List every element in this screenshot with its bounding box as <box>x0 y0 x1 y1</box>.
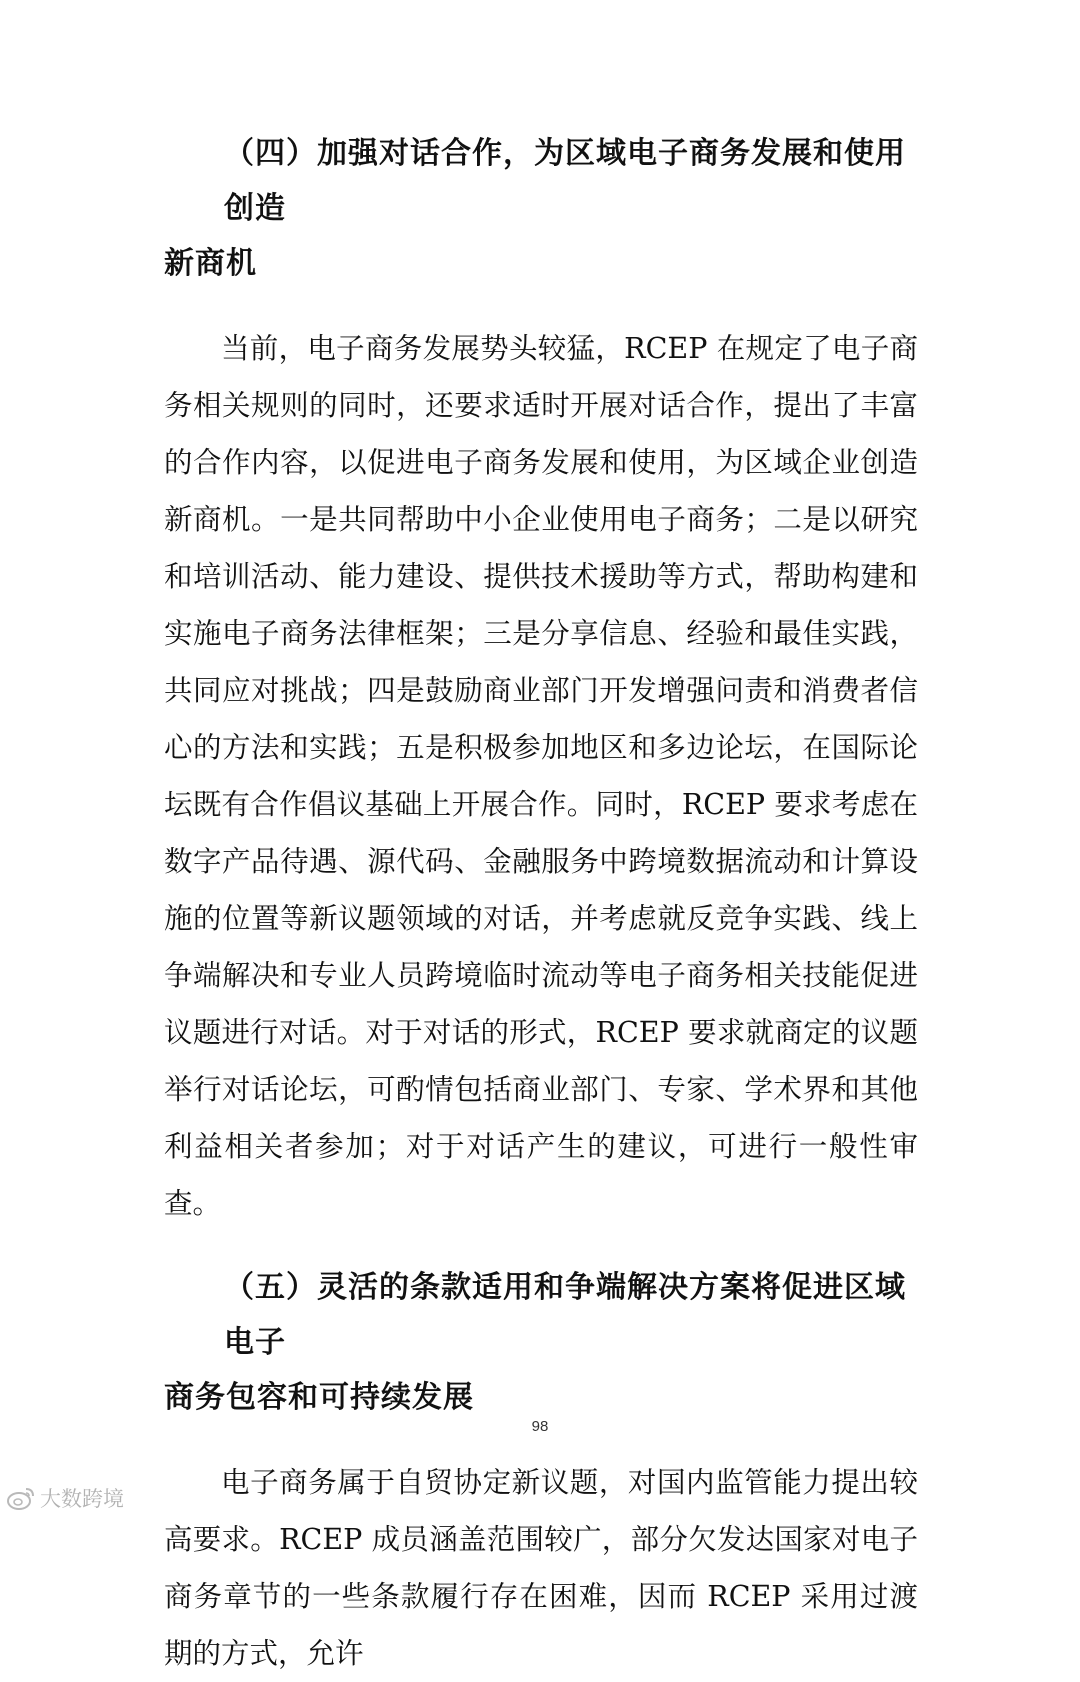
section-4-heading <box>164 126 918 291</box>
section-4-heading-line-2: 新商机 <box>164 246 257 281</box>
section-5-heading-line-1: （五）灵活的条款适用和争端解决方案将促进区域电子 <box>224 1270 906 1360</box>
weibo-logo-icon <box>6 1485 36 1511</box>
page-number: 98 <box>531 1418 549 1435</box>
document-body <box>164 126 918 1682</box>
section-5-heading-line-2: 商务包容和可持续发展 <box>164 1380 474 1415</box>
section-5-paragraph: 电子商务属于自贸协定新议题，对国内监管能力提出较高要求。RCEP 成员涵盖范围较广，部分欠发达国家对电子商务章节的一些条款履行存在困难，因而 RCEP 采用过渡期的方式，允许 <box>164 1466 918 1670</box>
watermark-text: 大数跨境 <box>40 1487 124 1511</box>
section-4-heading-line-1: （四）加强对话合作，为区域电子商务发展和使用创造 <box>224 136 906 226</box>
watermark <box>6 1483 124 1513</box>
section-4-paragraph: 当前，电子商务发展势头较猛，RCEP 在规定了电子商务相关规则的同时，还要求适时开展对话合作，提出了丰富的合作内容，以促进电子商务发展和使用，为区域企业创造新商机。一是共同帮助中小企业使用电子商务；二是以研究和培训活动、能力建设、提供技术援助等方式，帮助构建和实施电子商务法律框架；三是分享信息、经验和最佳实践，共同应对挑战；四是鼓励商业部门开发增强问责和消费者信心的方法和实践；五是积极参加地区和多边论坛，在国际论坛既有合作倡议基础上开展合作。同时，RCEP 要求考虑在数字产品待遇、源代码、金融服务中跨境数据流动和计算设施的位置等新议题领域的对话，并考虑就反竞争实践、线上争端解决和专业人员跨境临时流动等电子商务相关技能促进议题进行对话。对于对话的形式，RCEP 要求就商定的议题举行对话论坛，可酌情包括商业部门、专家、学术界和其他利益相关者参加；对于对话产生的建议，可进行一般性审查。 <box>164 332 918 1220</box>
section-5-heading <box>164 1260 918 1425</box>
